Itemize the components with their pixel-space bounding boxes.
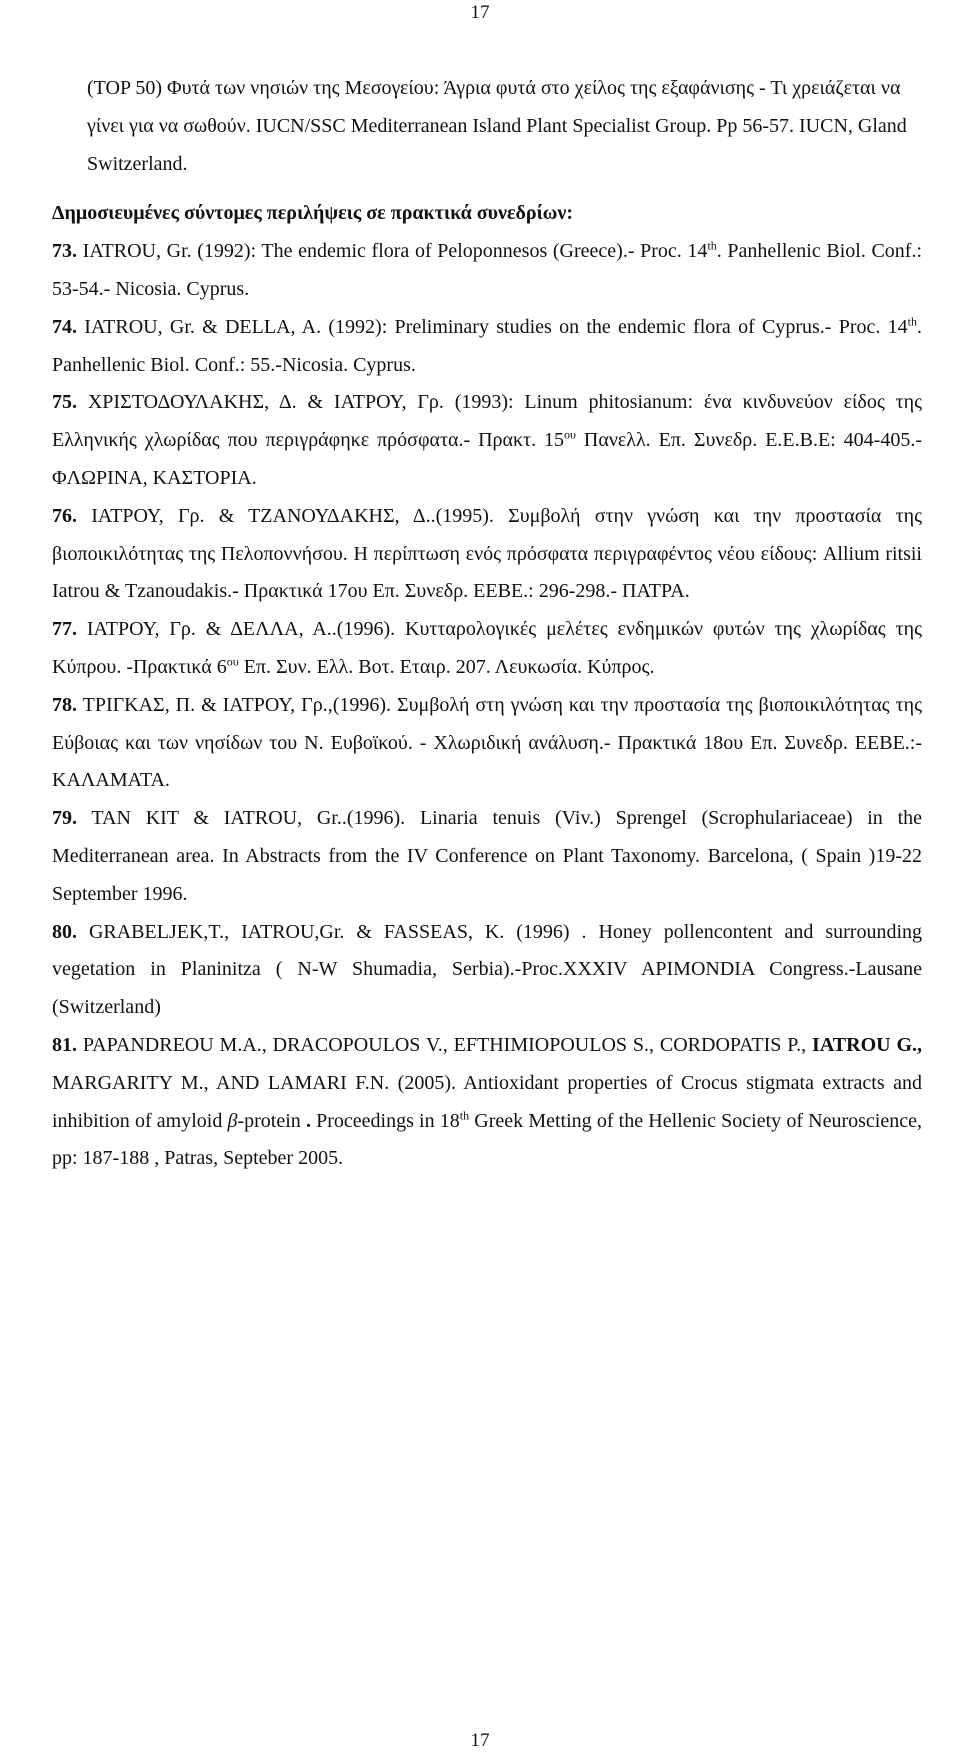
reference-75 xyxy=(52,384,922,497)
reference-text: GRABELJEK,T., IATROU,Gr. & FASSEAS, K. (1996) . Honey pollencontent and surrounding vegetation in Planinitza ( N-W Shumadia, Serbia).-Proc.XXXIV APIMONDIA Congress.-Lausane (Switzerland) xyxy=(52,920,923,1019)
page-number-top: 17 xyxy=(470,2,490,23)
reference-text: IATROU, Gr. & DELLA, A. (1992): Preliminary studies on the endemic flora of Cyprus.- Proc. 14 xyxy=(84,315,908,338)
reference-74 xyxy=(52,309,922,385)
document-body xyxy=(52,70,922,1178)
reference-text: ΧΡΙΣΤΟΔΟΥΛΑΚΗΣ, Δ. & ΙΑΤΡΟΥ, Γρ. (1993): Linum phitosianum: ένα κινδυνεύον είδος της Ελληνικής χλωρίδας που περιγράφηκε πρόσφατα.- Πρακτ. 15 xyxy=(52,391,923,452)
reference-text: ΙΑΤΡΟΥ, Γρ. & ΤΖΑΝΟΥΔΑΚΗΣ, Δ..(1995). Συμβολή στην γνώση και την προστασία της βιοποικιλότητας της Πελοποννήσου. Η περίπτωση ενός πρόσφατα περιγραφέντος νέου είδους: Allium ritsii Iatrou & Tzanoudakis.- Πρακτικά 17ου Επ. Συνεδρ. ΕΕΒΕ.: 296-298.- ΠΑΤΡΑ. xyxy=(52,504,923,603)
reference-79 xyxy=(52,800,922,913)
reference-text: . Panhellenic Biol. Conf.: 55.-Nicosia. Cyprus. xyxy=(52,315,922,376)
reference-text: IATROU, Gr. (1992): The endemic flora of Peloponnesos (Greece).- Proc. 14 xyxy=(82,240,708,263)
author-highlight: IATROU G., xyxy=(812,1033,922,1056)
superscript: ου xyxy=(564,427,576,442)
reference-number: 81. xyxy=(52,1033,77,1056)
reference-punctuation: . xyxy=(300,1109,311,1132)
reference-number: 74. xyxy=(52,315,77,338)
reference-80 xyxy=(52,914,922,1027)
section-title: Δημοσιευμένες σύντομες περιλήψεις σε πρακτικά συνεδρίων: xyxy=(52,202,574,225)
reference-number: 80. xyxy=(52,920,77,943)
reference-number: 77. xyxy=(52,618,77,641)
reference-text: Greek Metting of the Hellenic Society of Neuroscience, pp: 187-188 , Patras, Septeber 2005. xyxy=(52,1109,922,1170)
page-number-bottom: 17 xyxy=(470,1730,490,1751)
reference-text: PAPANDREOU M.A., DRACOPOULOS V., EFTHIMIOPOULOS S., CORDOPATIS P., xyxy=(82,1033,813,1056)
reference-number: 73. xyxy=(52,240,77,263)
reference-text: ΤΡΙΓΚΑΣ, Π. & ΙΑΤΡΟΥ, Γρ.,(1996). Συμβολή στη γνώση και την προστασία της βιοποικιλότητας της Εύβοιας και των νησίδων του Ν. Ευβοϊκού. - Χλωριδική ανάλυση.- Πρακτικά 18ου Επ. Συνεδρ. ΕΕΒΕ.:-ΚΑΛΑΜΑΤΑ. xyxy=(52,693,922,792)
reference-number: 76. xyxy=(52,504,77,527)
reference-text: Επ. Συν. Ελλ. Βοτ. Εταιρ. 207. Λευκωσία. Κύπρος. xyxy=(238,655,655,678)
superscript: th xyxy=(459,1107,470,1122)
reference-text: TAN KIT & IATROU, Gr..(1996). Linaria tenuis (Viv.) Sprengel (Scrophulariaceae) in the Mediterranean area. In Abstracts from the IV Conference on Plant Taxonomy. Barcelona, ( Spain )19-22 September 1996. xyxy=(52,807,923,905)
superscript: ου xyxy=(226,654,239,669)
reference-77 xyxy=(52,611,922,687)
reference-73 xyxy=(52,233,922,309)
reference-text: Proceedings in 18 xyxy=(310,1109,460,1132)
reference-number: 75. xyxy=(52,391,77,414)
reference-text: MARGARITY M., AND LAMARI F.N. (2005). Antioxidant properties of Crocus stigmata extracts and inhibition of amyloid xyxy=(52,1071,922,1132)
superscript: th xyxy=(907,314,917,329)
superscript: th xyxy=(707,238,717,253)
reference-76 xyxy=(52,498,922,611)
reference-text: . Panhellenic Biol. Conf.: 53-54.- Nicosia. Cyprus. xyxy=(52,240,923,300)
intro-reference: (TOP 50) Φυτά των νησιών της Μεσογείου: Άγρια φυτά στο χείλος της εξαφάνισης - Τι χρειάζεται να γίνει για να σωθούν. IUCN/SSC Mediterranean Island Plant Specialist Group. Pp 56-57. IUCN, Gland Switzerland. xyxy=(87,77,907,175)
reference-81 xyxy=(52,1027,922,1178)
reference-text: ΙΑΤΡΟΥ, Γρ. & ΔΕΛΛΑ, Α..(1996). Κυτταρολογικές μελέτες ενδημικών φυτών της χλωρίδας της Κύπρου. -Πρακτικά 6 xyxy=(52,618,922,678)
greek-beta: β xyxy=(227,1109,238,1132)
reference-78 xyxy=(52,687,922,800)
reference-number: 79. xyxy=(52,807,77,830)
reference-number: 78. xyxy=(52,693,77,716)
reference-text: -protein xyxy=(237,1109,301,1132)
reference-text: Πανελλ. Επ. Συνεδρ. Ε.Ε.Β.Ε: 404-405.- ΦΛΩΡΙΝΑ, ΚΑΣΤΟΡΙΑ. xyxy=(52,429,922,489)
